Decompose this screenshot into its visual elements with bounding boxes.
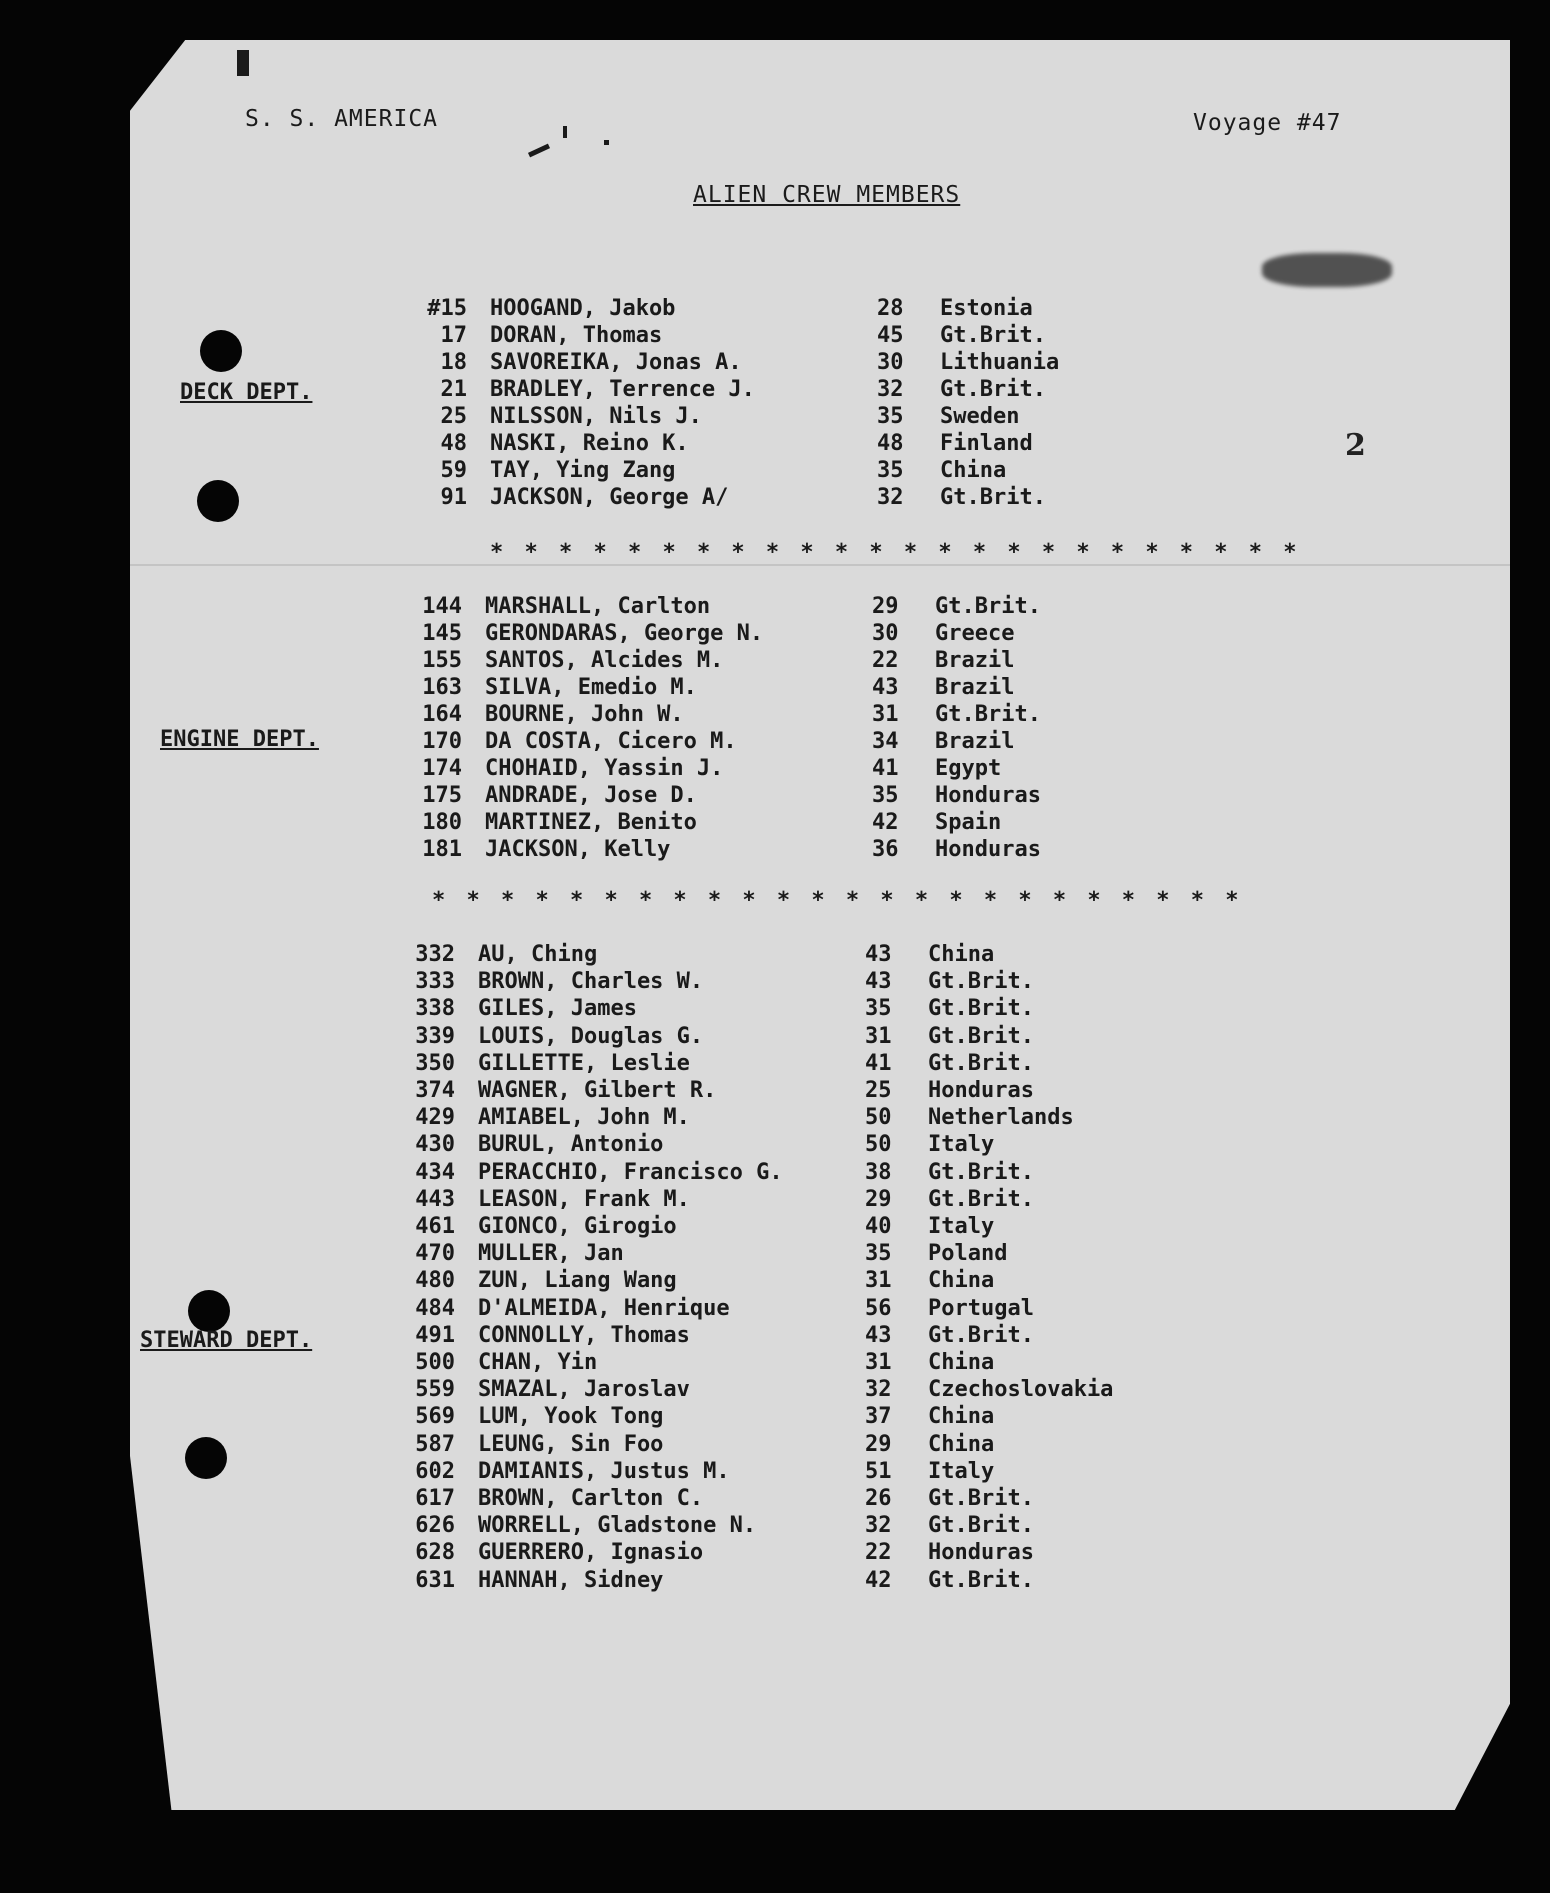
crew-nationality: Brazil [935, 675, 1015, 700]
crew-nationality: Gt.Brit. [928, 1160, 1034, 1185]
crew-name: LEUNG, Sin Foo [478, 1432, 664, 1457]
crew-age: 50 [865, 1105, 892, 1130]
crew-number: 18 [440, 350, 467, 375]
crew-age: 22 [865, 1540, 892, 1565]
crew-name: BROWN, Carlton C. [478, 1486, 704, 1511]
crew-number: 569 [415, 1404, 455, 1429]
crew-number: 374 [415, 1078, 455, 1103]
crew-age: 35 [877, 458, 904, 483]
crew-nationality: Gt.Brit. [928, 1024, 1034, 1049]
crew-age: 32 [865, 1377, 892, 1402]
crew-number: 617 [415, 1486, 455, 1511]
crew-name: DORAN, Thomas [490, 323, 663, 348]
crew-number: 484 [415, 1296, 455, 1321]
crew-number: 429 [415, 1105, 455, 1130]
crew-number: 59 [440, 458, 467, 483]
crew-name: JACKSON, George A/ [490, 485, 729, 510]
crew-number: 480 [415, 1268, 455, 1293]
crew-number: #15 [427, 296, 467, 321]
ink-mark [604, 140, 609, 145]
crew-nationality: Sweden [940, 404, 1020, 429]
crew-age: 40 [865, 1214, 892, 1239]
crew-name: MARTINEZ, Benito [485, 810, 697, 835]
crew-age: 43 [865, 1323, 892, 1348]
crew-age: 29 [865, 1432, 892, 1457]
crew-nationality: China [928, 1432, 995, 1457]
crew-age: 32 [877, 377, 904, 402]
crew-age: 25 [865, 1078, 892, 1103]
crew-name: SILVA, Emedio M. [485, 675, 697, 700]
crew-number: 144 [422, 594, 462, 619]
crew-nationality: Gt.Brit. [928, 1051, 1034, 1076]
crew-number: 91 [440, 485, 467, 510]
crew-age: 34 [872, 729, 899, 754]
crew-number: 155 [422, 648, 462, 673]
crew-age: 26 [865, 1486, 892, 1511]
crew-name: TAY, Ying Zang [490, 458, 676, 483]
crew-name: GUERRERO, Ignasio [478, 1540, 704, 1565]
crew-number: 333 [415, 969, 455, 994]
dept-label-engine: ENGINE DEPT. [160, 727, 319, 752]
crew-age: 42 [865, 1568, 892, 1593]
crew-nationality: Italy [928, 1459, 995, 1484]
crew-number: 21 [440, 377, 467, 402]
crew-nationality: Honduras [928, 1540, 1034, 1565]
separator: * * * * * * * * * * * * * * * * * * * * * * * * [490, 540, 1301, 565]
crew-name: DA COSTA, Cicero M. [485, 729, 737, 754]
crew-number: 17 [440, 323, 467, 348]
crew-number: 443 [415, 1187, 455, 1212]
crew-nationality: Honduras [928, 1078, 1034, 1103]
crew-name: BOURNE, John W. [485, 702, 684, 727]
ink-mark [237, 50, 249, 76]
crew-age: 41 [872, 756, 899, 781]
crew-name: SANTOS, Alcides M. [485, 648, 724, 673]
crew-age: 32 [877, 485, 904, 510]
crew-nationality: Egypt [935, 756, 1002, 781]
dept-label-deck: DECK DEPT. [180, 380, 313, 405]
crew-age: 28 [877, 296, 904, 321]
crew-age: 22 [872, 648, 899, 673]
crew-nationality: Honduras [935, 837, 1041, 862]
crew-nationality: China [940, 458, 1007, 483]
crew-name: GILLETTE, Leslie [478, 1051, 690, 1076]
crew-age: 38 [865, 1160, 892, 1185]
crew-nationality: Gt.Brit. [928, 1568, 1034, 1593]
crew-number: 164 [422, 702, 462, 727]
crew-number: 430 [415, 1132, 455, 1157]
crew-name: MULLER, Jan [478, 1241, 624, 1266]
crew-age: 51 [865, 1459, 892, 1484]
crew-age: 36 [872, 837, 899, 862]
crew-name: NILSSON, Nils J. [490, 404, 702, 429]
crew-age: 35 [865, 996, 892, 1021]
crew-name: PERACCHIO, Francisco G. [478, 1160, 783, 1185]
crew-number: 470 [415, 1241, 455, 1266]
crew-name: GILES, James [478, 996, 637, 1021]
crew-number: 587 [415, 1432, 455, 1457]
crew-number: 461 [415, 1214, 455, 1239]
crew-age: 56 [865, 1296, 892, 1321]
crew-nationality: Gt.Brit. [940, 323, 1046, 348]
crew-name: HOOGAND, Jakob [490, 296, 676, 321]
crew-nationality: Finland [940, 431, 1033, 456]
crew-nationality: China [928, 1268, 995, 1293]
crew-name: AU, Ching [478, 942, 598, 967]
crew-name: SAVOREIKA, Jonas A. [490, 350, 742, 375]
crew-name: JACKSON, Kelly [485, 837, 671, 862]
crew-age: 50 [865, 1132, 892, 1157]
crew-age: 31 [865, 1350, 892, 1375]
crew-age: 42 [872, 810, 899, 835]
document-page [130, 40, 1510, 1810]
crew-nationality: China [928, 1404, 995, 1429]
crew-name: ZUN, Liang Wang [478, 1268, 677, 1293]
crew-nationality: Gt.Brit. [940, 485, 1046, 510]
crew-number: 332 [415, 942, 455, 967]
crew-age: 30 [877, 350, 904, 375]
crew-name: LOUIS, Douglas G. [478, 1024, 704, 1049]
crew-nationality: Netherlands [928, 1105, 1074, 1130]
crew-name: WAGNER, Gilbert R. [478, 1078, 717, 1103]
crew-nationality: Greece [935, 621, 1015, 646]
crew-nationality: China [928, 942, 995, 967]
crew-nationality: China [928, 1350, 995, 1375]
crew-name: GIONCO, Girogio [478, 1214, 677, 1239]
punch-hole [188, 1290, 230, 1332]
crew-nationality: Poland [928, 1241, 1008, 1266]
crew-age: 41 [865, 1051, 892, 1076]
crew-nationality: Gt.Brit. [928, 1323, 1034, 1348]
crew-nationality: Portugal [928, 1296, 1034, 1321]
crew-name: BROWN, Charles W. [478, 969, 704, 994]
crew-number: 350 [415, 1051, 455, 1076]
crew-name: LEASON, Frank M. [478, 1187, 690, 1212]
crew-name: MARSHALL, Carlton [485, 594, 711, 619]
punch-hole [200, 330, 242, 372]
crew-nationality: Gt.Brit. [935, 594, 1041, 619]
crew-name: D'ALMEIDA, Henrique [478, 1296, 730, 1321]
separator: * * * * * * * * * * * * * * * * * * * * * * * * [432, 888, 1243, 913]
crew-name: BRADLEY, Terrence J. [490, 377, 755, 402]
crew-name: WORRELL, Gladstone N. [478, 1513, 757, 1538]
crew-number: 48 [440, 431, 467, 456]
crew-age: 35 [872, 783, 899, 808]
crew-nationality: Gt.Brit. [928, 1513, 1034, 1538]
crew-number: 145 [422, 621, 462, 646]
crew-age: 29 [865, 1187, 892, 1212]
crew-name: AMIABEL, John M. [478, 1105, 690, 1130]
crew-nationality: Lithuania [940, 350, 1060, 375]
crew-name: HANNAH, Sidney [478, 1568, 664, 1593]
crew-nationality: Gt.Brit. [928, 996, 1034, 1021]
crew-nationality: Gt.Brit. [928, 1486, 1034, 1511]
crew-number: 491 [415, 1323, 455, 1348]
crew-nationality: Brazil [935, 648, 1015, 673]
crew-nationality: Italy [928, 1132, 995, 1157]
crew-nationality: Italy [928, 1214, 995, 1239]
crew-age: 43 [872, 675, 899, 700]
crew-age: 45 [877, 323, 904, 348]
crew-number: 174 [422, 756, 462, 781]
crew-nationality: Gt.Brit. [935, 702, 1041, 727]
crew-number: 175 [422, 783, 462, 808]
page-title: ALIEN CREW MEMBERS [693, 182, 961, 208]
crew-number: 434 [415, 1160, 455, 1185]
page-number: 2 [1345, 428, 1366, 463]
voyage-number: Voyage #47 [1193, 110, 1342, 136]
crew-age: 31 [865, 1024, 892, 1049]
crew-name: CONNOLLY, Thomas [478, 1323, 690, 1348]
crew-nationality: Czechoslovakia [928, 1377, 1114, 1402]
ink-smudge [1262, 253, 1392, 287]
crew-name: NASKI, Reino K. [490, 431, 689, 456]
crew-number: 338 [415, 996, 455, 1021]
crew-age: 30 [872, 621, 899, 646]
crew-name: ANDRADE, Jose D. [485, 783, 697, 808]
crew-name: CHOHAID, Yassin J. [485, 756, 724, 781]
crew-number: 500 [415, 1350, 455, 1375]
punch-hole [197, 480, 239, 522]
crew-number: 339 [415, 1024, 455, 1049]
crew-nationality: Gt.Brit. [928, 969, 1034, 994]
crew-name: CHAN, Yin [478, 1350, 598, 1375]
crew-nationality: Gt.Brit. [940, 377, 1046, 402]
crew-age: 37 [865, 1404, 892, 1429]
crew-number: 602 [415, 1459, 455, 1484]
crew-number: 163 [422, 675, 462, 700]
crew-age: 35 [865, 1241, 892, 1266]
crew-age: 35 [877, 404, 904, 429]
crew-number: 631 [415, 1568, 455, 1593]
crew-age: 43 [865, 942, 892, 967]
crew-number: 180 [422, 810, 462, 835]
crew-name: SMAZAL, Jaroslav [478, 1377, 690, 1402]
crew-age: 32 [865, 1513, 892, 1538]
crew-name: LUM, Yook Tong [478, 1404, 664, 1429]
crew-number: 170 [422, 729, 462, 754]
crew-age: 31 [865, 1268, 892, 1293]
crew-number: 628 [415, 1540, 455, 1565]
crew-number: 559 [415, 1377, 455, 1402]
dept-label-steward: STEWARD DEPT. [140, 1328, 313, 1353]
crew-age: 31 [872, 702, 899, 727]
crew-name: DAMIANIS, Justus M. [478, 1459, 730, 1484]
crew-name: GERONDARAS, George N. [485, 621, 764, 646]
crew-nationality: Honduras [935, 783, 1041, 808]
ink-mark [563, 126, 567, 138]
crew-number: 25 [440, 404, 467, 429]
crew-number: 181 [422, 837, 462, 862]
crew-number: 626 [415, 1513, 455, 1538]
crew-nationality: Gt.Brit. [928, 1187, 1034, 1212]
crew-nationality: Brazil [935, 729, 1015, 754]
crew-age: 29 [872, 594, 899, 619]
crew-age: 48 [877, 431, 904, 456]
crew-nationality: Spain [935, 810, 1002, 835]
punch-hole [185, 1437, 227, 1479]
crew-age: 43 [865, 969, 892, 994]
crew-nationality: Estonia [940, 296, 1033, 321]
crew-name: BURUL, Antonio [478, 1132, 664, 1157]
ship-name: S. S. AMERICA [245, 106, 439, 132]
